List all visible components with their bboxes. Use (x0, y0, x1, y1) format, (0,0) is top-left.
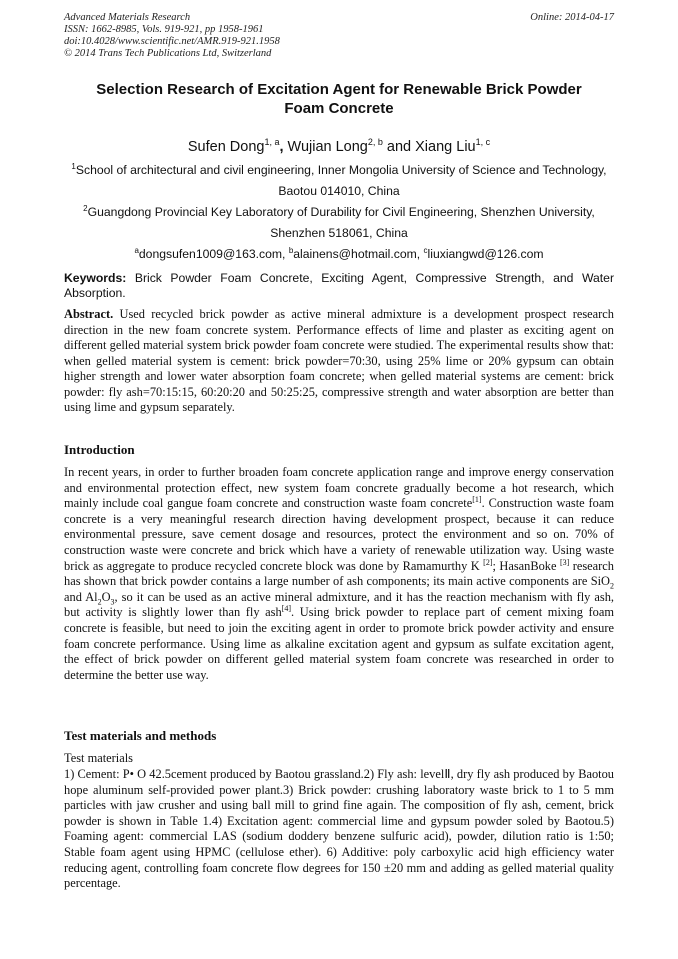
title-line-2: Foam Concrete (284, 100, 394, 117)
author-2-sup: 2, b (367, 137, 383, 147)
author-2: Wujian Long (283, 138, 368, 155)
introduction-heading: Introduction (64, 442, 135, 457)
subscript: 3 (110, 597, 115, 607)
affiliation-2-sup: 2 (83, 204, 88, 213)
affiliation-1-line-1: School of architectural and civil engineering, Inner Mongolia University of Science and Technology, (75, 163, 607, 178)
copyright-line: © 2014 Trans Tech Publications Ltd, Switzerland (64, 48, 272, 59)
affiliation-2-line-1: Guangdong Provincial Key Laboratory of Durability for Civil Engineering, Shenzhen University, (87, 205, 595, 220)
citation-1: [1] (472, 495, 482, 505)
email-a-sup: a (134, 246, 139, 255)
author-3: and Xiang Liu (382, 138, 476, 155)
affiliation-2-line-2: Shenzhen 518061, China (270, 226, 408, 241)
issn-line: ISSN: 1662-8985, Vols. 919-921, pp 1958-1961 (64, 24, 264, 35)
affiliation-1-line-2: Baotou 014010, China (278, 184, 400, 199)
affiliation-1 (64, 156, 614, 202)
keywords-label: Keywords: (64, 271, 127, 285)
email-b-sup: b (288, 246, 294, 255)
author-3-sup: 1, c (475, 137, 491, 147)
author-separator: , (279, 138, 284, 155)
author-list (64, 133, 614, 156)
author-1-sup: 1, a (264, 137, 280, 147)
email-a: dongsufen1009@163.com, (138, 247, 289, 262)
citation-2: [2] (483, 557, 493, 567)
keywords (64, 271, 614, 300)
introduction-paragraph: In recent years, in order to further broaden foam concrete application range and improve energy conservation and environmental protection effect, new system foam concrete gradually become a hot research, which mainly include coal gangue foam concrete and construction waste foam concrete[1]. Construction waste foam concrete is a very meaningful research direction having development prospect, because it can reduce environmental pressure, save cement dosage and resources, protect the environment and so on. 70% of construction waste were concrete and brick which have a variety of renewable utilization way. Using waste brick as aggregate to produce recycled concrete block was done by Ramamurthy K [2]; HasanBoke [3] research has shown that brick powder contains a large number of ash components; its main active components are SiO$_2$ and $Al_2O_3$, so it can be used as an active mineral admixture, and it has the reaction mechanism with fly ash, but activity is slightly lower than fly ash[4]. Using brick powder to replace part of cement mixing foam concrete is feasible, but need to join the exciting agent in order to promote brick powder activity and ensure foam concrete performance. Using lime as alkaline excitation agent and gypsum as sulfate excitation agent, the effect of brick powder on different gelled material system foam concrete was researched in order to determine the better use way. (64, 465, 615, 682)
affiliation-2 (64, 198, 614, 244)
methods-heading: Test materials and methods (64, 728, 217, 743)
journal-name: Advanced Materials Research (64, 12, 191, 23)
subscript: 2 (610, 581, 614, 591)
paper-title (64, 80, 614, 118)
abstract-text: Used recycled brick powder as active mineral admixture is a development prospect research direction in the new foam concrete system. Performance effects of lime and plaster as exciting agent on different gelled material system brick powder foam concrete were studied. The experimental results show that: when gelled material system is cement: brick powder=70:30, using 25% lime or 20% gypsum can obtain higher strength and lower water absorption foam concrete; when gelled material systems are cement: brick powder: fly ash=70:15:15, 60:20:20 and 50:25:25, compressive strength and water absorption are better than using lime and gypsum separately. (64, 307, 614, 414)
journal-header (64, 12, 280, 60)
citation-3: [3] (559, 557, 570, 567)
email-c-sup: c (423, 246, 428, 255)
online-date: Online: 2014-04-17 (530, 12, 614, 23)
subscript: 2 (97, 597, 102, 607)
affiliation-1-sup: 1 (71, 162, 76, 171)
keywords-text: Brick Powder Foam Concrete, Exciting Agent, Compressive Strength, and Water Absorption. (64, 271, 614, 300)
methods-subheading: Test materials (64, 751, 133, 765)
author-1: Sufen Dong (187, 138, 265, 155)
email-c: liuxiangwd@126.com (427, 247, 544, 262)
doi-line: doi:10.4028/www.scientific.net/AMR.919-921.1958 (64, 36, 280, 47)
email-b: alainens@hotmail.com, (293, 247, 424, 262)
methods-paragraph: 1) Cement: P• O 42.5cement produced by Baotou grassland.2) Fly ash: levelⅡ, dry fly ash produced by Baotou hope aluminum self-provided power plant.3) Brick powder: crushing laboratory waste brick to 1 to 5 mm particles with jaw crusher and using ball mill to grind fine again. The composition of fly ash, cement, brick powder is shown in Table 1.4) Excitation agent: commercial lime and gypsum powder soled by Baotou.5) Foaming agent: commercial LAS (sodium doddery benzene sulfuric acid), powder, dilution ratio is 1:50; Stable foam agent using HPMC (cellulose ether). 6) Additive: poly carboxylic acid high efficiency water reducing agent, controlling foam concrete flow degrees for 150 ±20 mm and adding as gelled material quality percentage. (64, 767, 614, 891)
title-line-1: Selection Research of Excitation Agent for Renewable Brick Powder (96, 81, 582, 98)
abstract-label: Abstract. (64, 307, 114, 321)
email-line (64, 240, 614, 265)
abstract (64, 307, 614, 416)
citation-4: [4] (281, 604, 292, 614)
